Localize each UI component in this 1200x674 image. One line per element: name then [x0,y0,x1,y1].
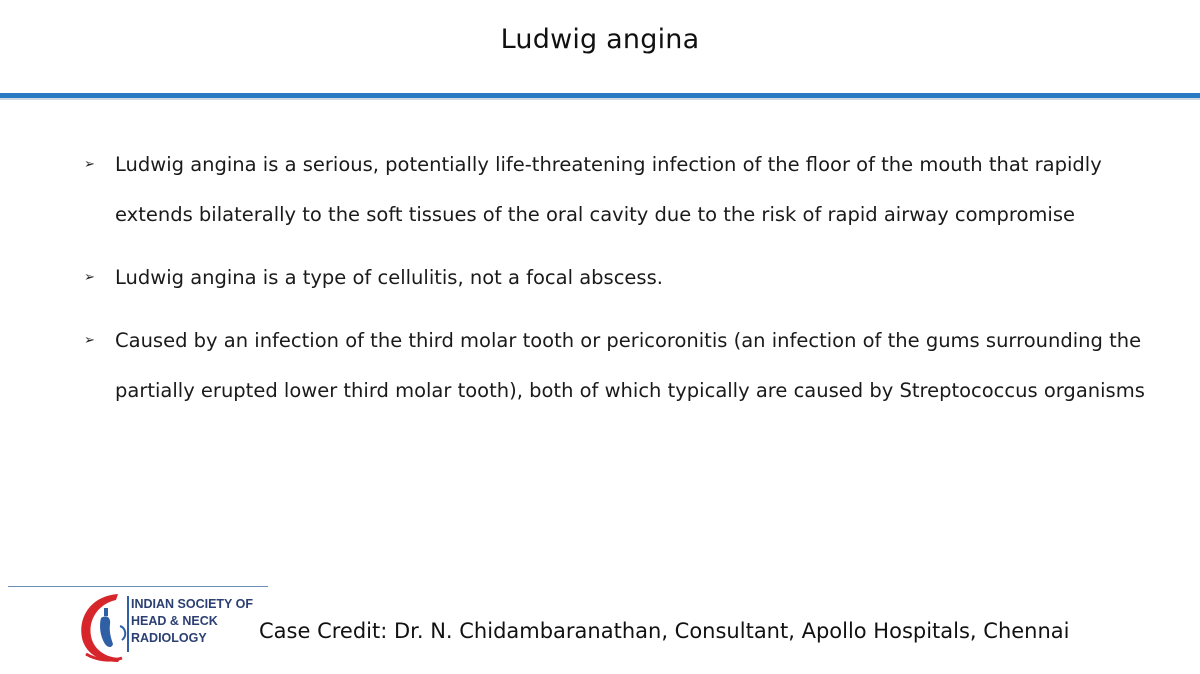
bullet-item [84,316,1174,416]
footer-divider [8,586,268,587]
title-divider-shadow [0,98,1200,100]
bullet-item [84,253,1174,303]
bullet-text: Caused by an infection of the third molar tooth or pericoronitis (an infection of the gums surrounding the partially erupted lower third molar tooth), both of which typically are caused by Streptococcus organisms [115,329,1145,402]
bullet-arrow-icon: ➢ [84,270,95,285]
bullet-text: Ludwig angina is a type of cellulitis, not a focal abscess. [115,266,663,289]
society-name-line: INDIAN SOCIETY OF [131,597,254,611]
bullet-arrow-icon: ➢ [84,333,95,348]
bullet-list [84,140,1174,416]
case-credit: Case Credit: Dr. N. Chidambaranathan, Consultant, Apollo Hospitals, Chennai [259,619,1070,643]
society-name-line: HEAD & NECK [131,614,218,628]
slide-title: Ludwig angina [500,24,700,55]
bullet-item [84,140,1174,240]
logo-divider [127,596,129,652]
bullet-text: Ludwig angina is a serious, potentially life-threatening infection of the floor of the mouth that rapidly extends bilaterally to the soft tissues of the oral cavity due to the risk of rapid airway compromise [115,153,1102,226]
society-name [131,596,253,647]
bullet-arrow-icon: ➢ [84,157,95,172]
society-name-line: RADIOLOGY [131,631,207,645]
society-logo-icon [74,588,130,666]
